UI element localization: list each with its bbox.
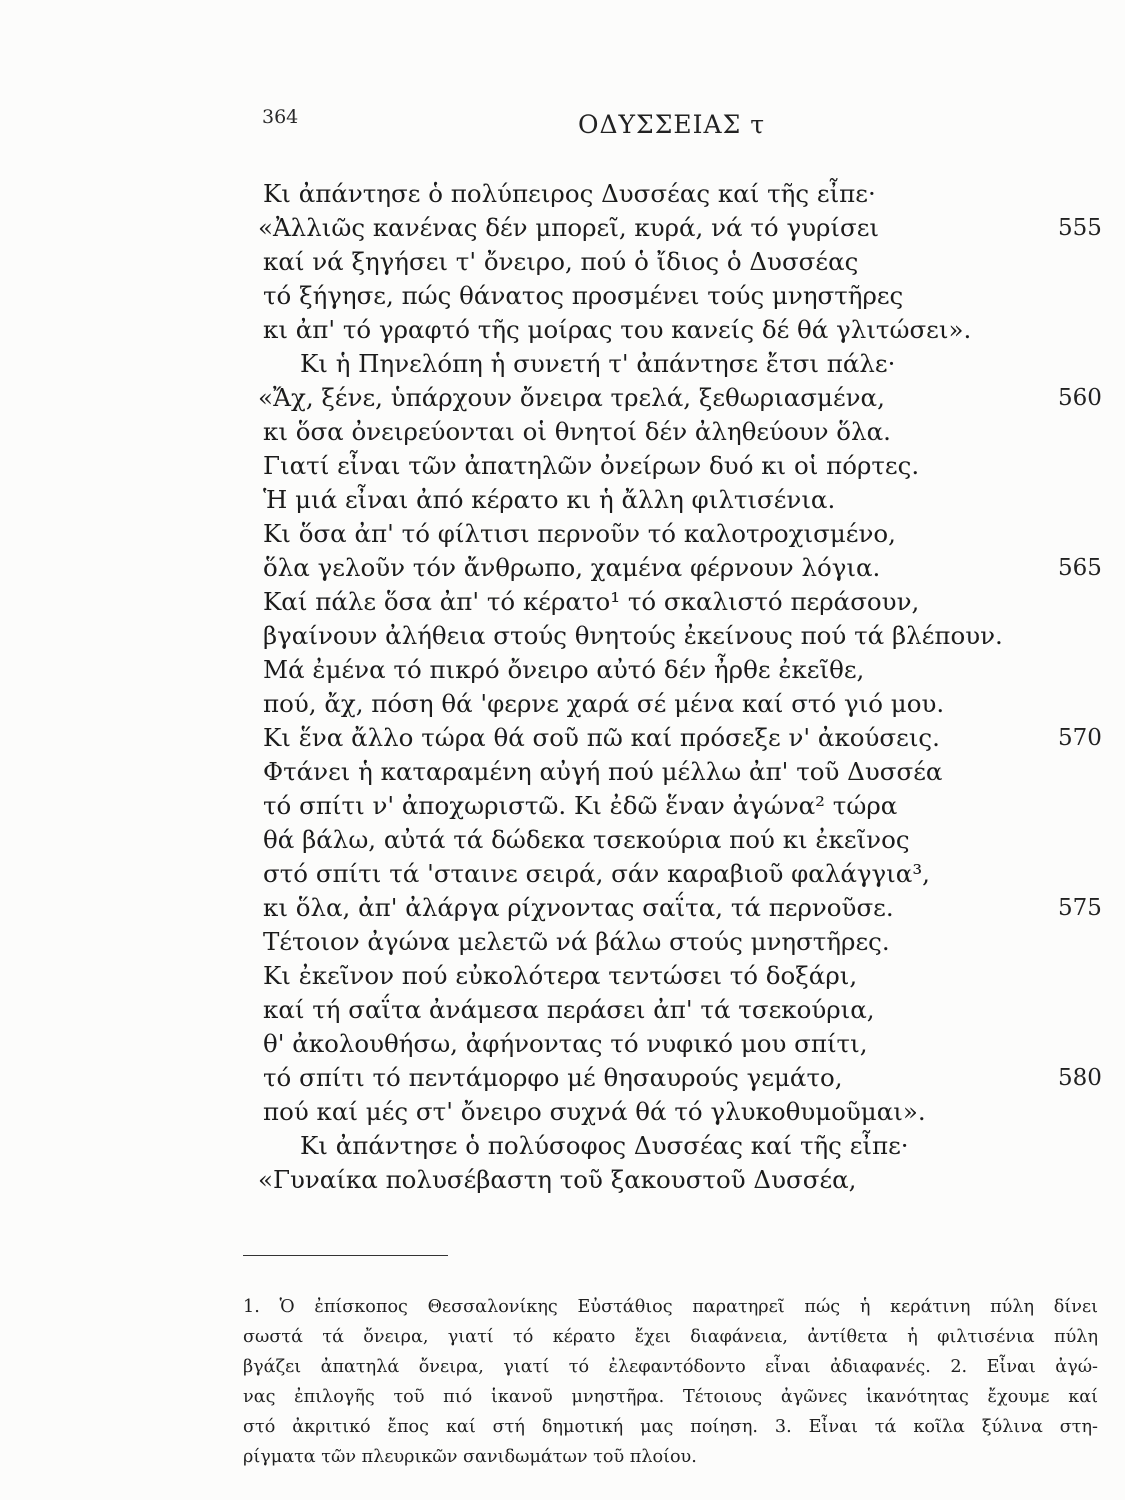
verse-line — [0, 280, 1125, 312]
verse-line — [0, 1062, 1125, 1094]
verse-text: Κι ὅσα ἀπ' τό φίλτισι περνοῦν τό καλοτροχισμένο, — [263, 519, 896, 548]
verse-text: Τέτοιον ἀγώνα μελετῶ νά βάλω στούς μνηστῆρες. — [263, 927, 890, 956]
verse-text: Καί πάλε ὅσα ἀπ' τό κέρατο¹ τό σκαλιστό περάσουν, — [263, 587, 920, 616]
verse-line — [0, 960, 1125, 992]
line-number: 555 — [1058, 215, 1102, 241]
verse-line — [0, 756, 1125, 788]
verse-text: βγαίνουν ἀλήθεια στούς θνητούς ἐκείνους πού τά βλέπουν. — [263, 621, 1003, 650]
verse-line — [0, 382, 1125, 414]
running-title: ΟΔΥΣΣΕΙΑΣ τ — [578, 110, 766, 139]
verse-text: τό ξήγησε, πώς θάνατος προσμένει τούς μνηστῆρες — [263, 281, 904, 310]
line-number: 580 — [1058, 1065, 1102, 1091]
footnote-divider — [243, 1255, 448, 1256]
verse-line — [0, 858, 1125, 890]
verse-text: ὅλα γελοῦν τόν ἄνθρωπο, χαμένα φέρνουν λόγια. — [263, 553, 881, 582]
verse-line — [0, 450, 1125, 482]
verse-text: πού, ἄχ, πόση θά 'φερνε χαρά σέ μένα καί στό γιό μου. — [263, 689, 945, 718]
verse-text: «Ἄχ, ξένε, ὑπάρχουν ὄνειρα τρελά, ξεθωριασμένα, — [258, 383, 885, 412]
verse-line — [0, 314, 1125, 346]
verse-text: καί νά ξηγήσει τ' ὄνειρο, πού ὁ ἴδιος ὁ Δυσσέας — [263, 247, 859, 276]
verse-line — [0, 824, 1125, 856]
line-number: 560 — [1058, 385, 1102, 411]
verse-text: πού καί μές στ' ὄνειρο συχνά θά τό γλυκοθυμοῦμαι». — [263, 1097, 926, 1126]
verse-text: θ' ἀκολουθήσω, ἀφήνοντας τό νυφικό μου σπίτι, — [263, 1029, 868, 1058]
verse-line — [0, 1028, 1125, 1060]
verse-line — [0, 688, 1125, 720]
verse-line — [0, 620, 1125, 652]
verse-line — [0, 892, 1125, 924]
verse-text: θά βάλω, αὐτά τά δώδεκα τσεκούρια πού κι ἐκεῖνος — [263, 825, 910, 854]
verse-line — [0, 722, 1125, 754]
verse-line — [0, 1164, 1125, 1196]
verse-text: καί τή σαΐτα ἀνάμεσα περάσει ἀπ' τά τσεκούρια, — [263, 995, 875, 1024]
verse-line — [0, 1096, 1125, 1128]
footnote-line: βγάζει ἀπατηλά ὄνειρα, γιατί τό ἐλεφαντόδοντο εἶναι ἀδιαφανές. 2. Εἶναι ἀγώ- — [243, 1357, 1098, 1377]
verse-text: τό σπίτι τό πεντάμορφο μέ θησαυρούς γεμάτο, — [263, 1063, 843, 1092]
line-number: 570 — [1058, 725, 1102, 751]
verse-line — [0, 246, 1125, 278]
footnote-line: σωστά τά ὄνειρα, γιατί τό κέρατο ἔχει διαφάνεια, ἀντίθετα ἡ φιλτισένια πύλη — [243, 1327, 1098, 1347]
verse-line — [0, 994, 1125, 1026]
verse-text: Γιατί εἶναι τῶν ἀπατηλῶν ὀνείρων δυό κι οἱ πόρτες. — [263, 451, 920, 480]
verse-line — [0, 1130, 1125, 1162]
verse-text: Κι ἡ Πηνελόπη ἡ συνετή τ' ἀπάντησε ἔτσι πάλε· — [300, 349, 896, 378]
verse-text: κι ὅσα ὀνειρεύονται οἱ θνητοί δέν ἀληθεύουν ὅλα. — [263, 417, 891, 446]
verse-text: Κι ἀπάντησε ὁ πολύπειρος Δυσσέας καί τῆς εἶπε· — [263, 179, 876, 208]
verse-line — [0, 484, 1125, 516]
verse-line — [0, 348, 1125, 380]
verse-text: «Γυναίκα πολυσέβαστη τοῦ ξακουστοῦ Δυσσέα, — [258, 1165, 857, 1194]
verse-text: στό σπίτι τά 'σταινε σειρά, σάν καραβιοῦ φαλάγγια³, — [263, 859, 930, 888]
verse-text: Μά ἐμένα τό πικρό ὄνειρο αὐτό δέν ἦρθε ἐκεῖθε, — [263, 655, 865, 684]
footnote-line: 1. Ὁ ἐπίσκοπος Θεσσαλονίκης Εὐστάθιος παρατηρεῖ πώς ἡ κεράτινη πύλη δίνει — [243, 1297, 1098, 1317]
verse-text: Κι ἀπάντησε ὁ πολύσοφος Δυσσέας καί τῆς εἶπε· — [300, 1131, 909, 1160]
verse-text: κι ἀπ' τό γραφτό τῆς μοίρας του κανείς δέ θά γλιτώσει». — [263, 315, 972, 344]
verse-text: Ἡ μιά εἶναι ἀπό κέρατο κι ἡ ἄλλη φιλτισένια. — [263, 485, 836, 514]
verse-line — [0, 518, 1125, 550]
verse-line — [0, 178, 1125, 210]
verse-text: «Ἀλλιῶς κανένας δέν μπορεῖ, κυρά, νά τό γυρίσει — [258, 213, 880, 242]
verse-text: κι ὅλα, ἀπ' ἀλάργα ρίχνοντας σαΐτα, τά περνοῦσε. — [263, 893, 894, 922]
line-number: 575 — [1058, 895, 1102, 921]
footnote-line: ρίγματα τῶν πλευρικῶν σανιδωμάτων τοῦ πλοίου. — [243, 1447, 697, 1467]
page-number: 364 — [262, 106, 299, 128]
verse-text: Κι ἕνα ἄλλο τώρα θά σοῦ πῶ καί πρόσεξε ν' ἀκούσεις. — [263, 723, 940, 752]
verse-line — [0, 416, 1125, 448]
verse-text: τό σπίτι ν' ἀποχωριστῶ. Κι ἐδῶ ἕναν ἀγώνα² τώρα — [263, 791, 898, 820]
verse-line — [0, 926, 1125, 958]
footnote-line: νας ἐπιλογῆς τοῦ πιό ἱκανοῦ μνηστῆρα. Τέτοιους ἀγῶνες ἱκανότητας ἔχουμε καί — [243, 1387, 1098, 1407]
verse-text: Φτάνει ἡ καταραμένη αὐγή πού μέλλω ἀπ' τοῦ Δυσσέα — [263, 757, 943, 786]
verse-line — [0, 552, 1125, 584]
verse-line — [0, 586, 1125, 618]
verse-line — [0, 654, 1125, 686]
line-number: 565 — [1058, 555, 1102, 581]
verse-line — [0, 212, 1125, 244]
verse-line — [0, 790, 1125, 822]
verse-text: Κι ἐκεῖνον πού εὐκολότερα τεντώσει τό δοξάρι, — [263, 961, 858, 990]
footnote-line: στό ἀκριτικό ἔπος καί στή δημοτική μας ποίηση. 3. Εἶναι τά κοῖλα ξύλινα στη- — [243, 1417, 1098, 1437]
